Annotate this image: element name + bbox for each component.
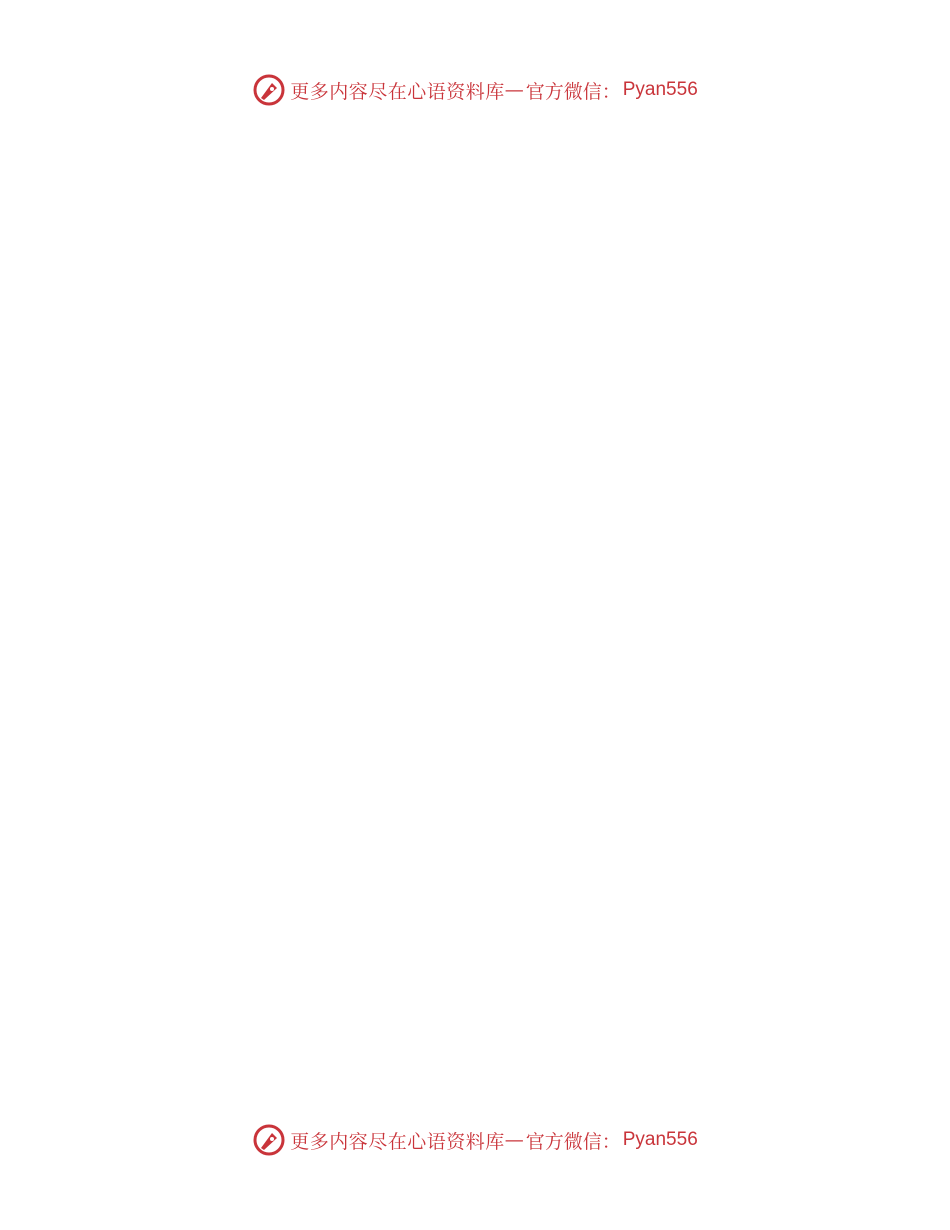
watermark-wechat-id: Pyan556 [622,1129,698,1150]
watermark-wechat-label: 官方微信： [525,80,621,103]
watermark-separator: — [504,79,524,101]
watermark-text: 更多内容尽在心语资料库 [290,80,505,103]
watermark-wechat-id: Pyan556 [622,79,698,100]
watermark-separator: — [504,1129,524,1151]
watermark-text: 更多内容尽在心语资料库 [290,1130,505,1153]
footer-watermark [0,1120,950,1160]
pen-nib-logo-icon [252,1123,286,1157]
watermark-wechat-label: 官方微信： [525,1130,621,1153]
